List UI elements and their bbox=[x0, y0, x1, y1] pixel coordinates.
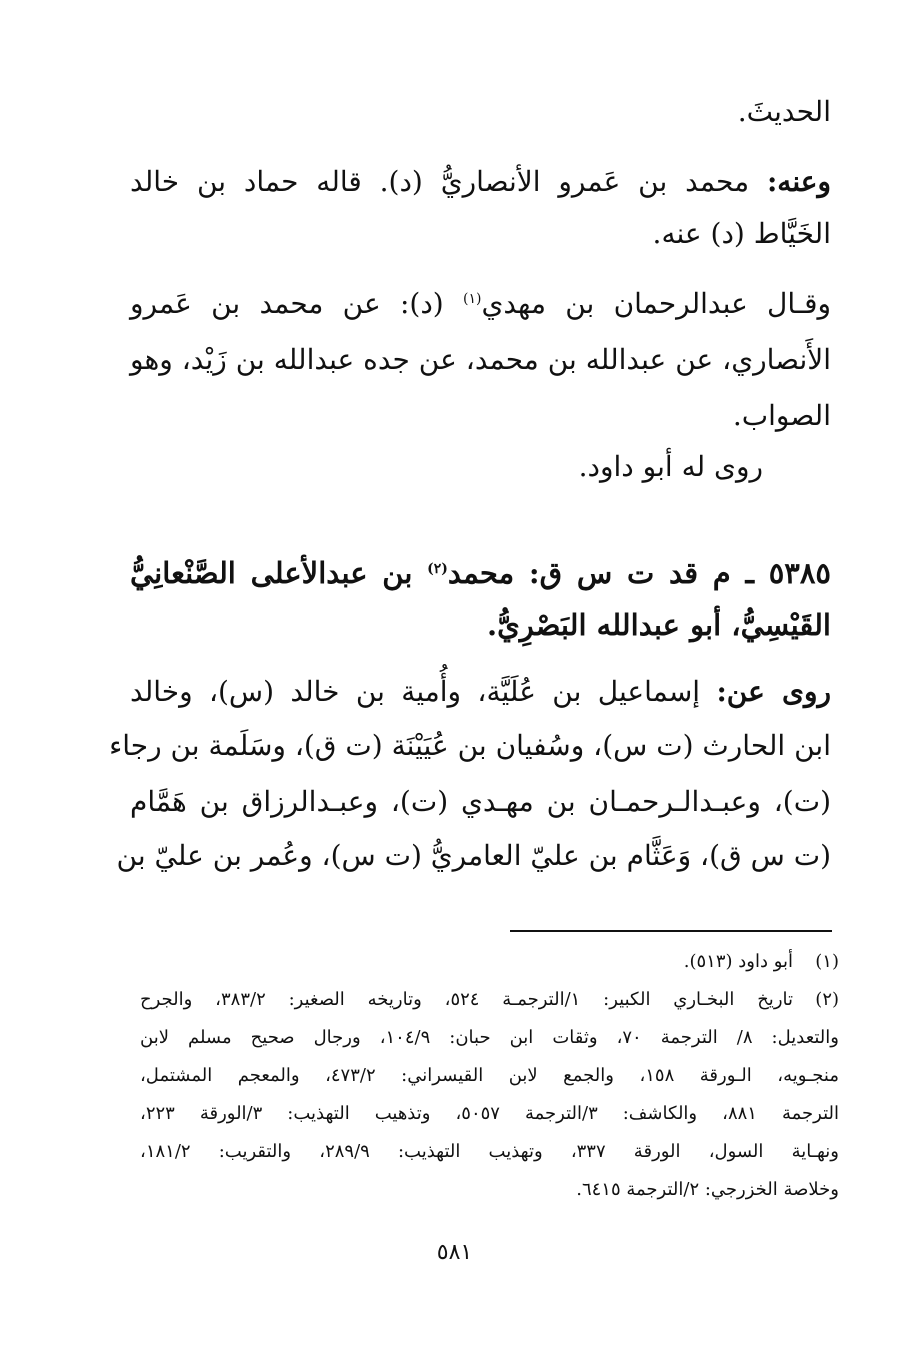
text-line: روى عن: إسماعيل بن عُلَيَّة، وأُمية بن خالد (س)، وخالد bbox=[130, 675, 831, 708]
footnote: (٢)تاريخ البخـاري الكبير: ١/الترجمـة ٥٢٤، وتاريخه الصغير: ٣٨٣/٢، والجرح bbox=[140, 986, 839, 1014]
footnote-divider bbox=[510, 930, 832, 932]
footnote-number: (١) bbox=[815, 951, 839, 972]
footnote-marker: (١) bbox=[462, 291, 482, 307]
text-line: الحديثَ. bbox=[737, 95, 831, 128]
text-line: وعنه: محمد بن عَمرو الأنصاريُّ (د). قاله حماد بن خالد bbox=[130, 165, 831, 198]
text-line: الصواب. bbox=[732, 399, 831, 432]
footnote-line: وخلاصة الخزرجي: ٢/الترجمة ٦٤١٥. bbox=[576, 1179, 839, 1200]
bold-lead: روى عن: bbox=[716, 675, 831, 708]
bold-lead: وعنه: bbox=[766, 165, 831, 198]
text-line: (ت)، وعبـدالـرحمـان بن مهـدي (ت)، وعبـدالرزاق بن هَمَّام bbox=[130, 785, 831, 818]
footnote-line: والتعديل: ٨/ الترجمة ٧٠، وثقات ابن حبان: ١٠٤/٩، ورجال صحيح مسلم لابن bbox=[140, 1027, 839, 1048]
footnote: (١)أبو داود (٥١٣). bbox=[140, 948, 839, 976]
footnote-number: (٢) bbox=[815, 989, 840, 1010]
footnote-line: منجـويه، الـورقة ١٥٨، والجمع لابن القيسراني: ٤٧٣/٢، والمعجم المشتمل، bbox=[140, 1065, 839, 1086]
page-number: ٥٨١ bbox=[436, 1240, 473, 1265]
footnote-line: الترجمة ٨٨١، والكاشف: ٣/الترجمة ٥٠٥٧، وتذهيب التهذيب: ٣/الورقة ٢٢٣، bbox=[140, 1103, 839, 1124]
footnote-marker: (٢) bbox=[427, 561, 448, 577]
footnote-line: ونهـاية السول، الورقة ٣٣٧، وتهذيب التهذيب: ٢٨٩/٩، والتقريب: ١٨١/٢، bbox=[140, 1141, 839, 1162]
text-line: روى له أبو داود. bbox=[578, 450, 763, 483]
entry-heading: ٥٣٨٥ ـ م قد ت س ق: محمد$^{(٢)}$ بن عبدالأعلى الصَّنْعانِيُّ bbox=[130, 556, 831, 590]
text-line: وقـال عبدالرحمان بن مهدي$^{(١)}$ (د): عن محمد بن عَمرو bbox=[130, 287, 832, 320]
text-line: الخَيَّاط (د) عنه. bbox=[652, 217, 831, 250]
text-line: ابن الحارث (ت س)، وسُفيان بن عُيَيْنَة (ت ق)، وسَلَمة بن رجاء bbox=[109, 729, 831, 762]
text-line: الأَنصاري، عن عبدالله بن محمد، عن جده عبدالله بن زَيْد، وهو bbox=[130, 343, 831, 376]
entry-heading: القَيْسِيُّ، أبو عبدالله البَصْرِيُّ. bbox=[486, 608, 831, 642]
text-line: (ت س ق)، وَعَثَّام بن عليّ العامريُّ (ت س)، وعُمر بن عليّ بن bbox=[116, 839, 831, 872]
